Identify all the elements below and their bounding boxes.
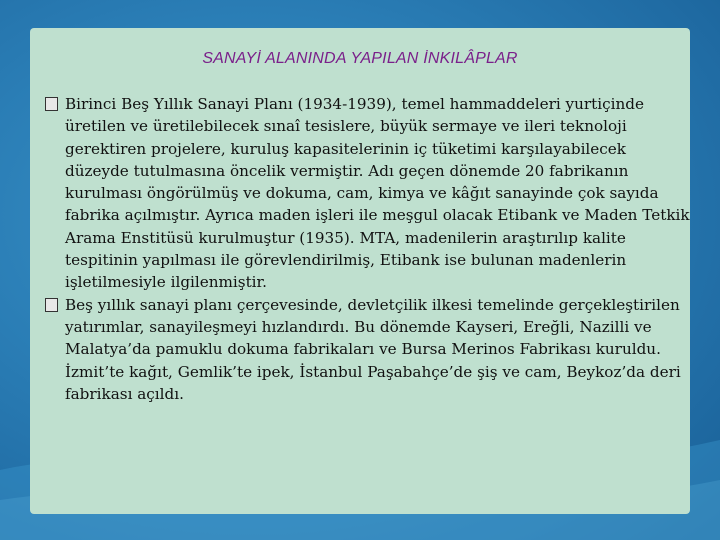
bullet-item-1 <box>45 93 690 294</box>
bullet-text-2: Beş yıllık sanayi planı çerçevesinde, devletçilik ilkesi temelinde gerçekleştirilen yatırımlar, sanayileşmeyi hızlandırdı. Bu dönemde Kayseri, Ereğli, Nazilli ve Malatya’da pamuklu dokuma fabrikaları ve Bursa Merinos Fabrikası kuruldu. İzmit’te kağıt, Gemlik’te ipek, İstanbul Paşabahçe’de şiş ve cam, Beykoz’da deri fabrikası açıldı. <box>65 295 681 403</box>
missing-glyph-bullet-icon <box>45 298 58 312</box>
bullet-list <box>45 93 690 405</box>
slide-title: SANAYİ ALANINDA YAPILAN İNKILÂPLAR <box>202 50 518 67</box>
bullet-text-1: Birinci Beş Yıllık Sanayi Planı (1934-1939), temel hammaddeleri yurtiçinde üretilen ve üretilebilecek sınaî tesislere, büyük sermaye ve ileri teknoloji gerektiren projelere, kuruluş kapasitelerinin iç tüketimi karşılayabilecek düzeyde tutulmasına öncelik vermiştir. Adı geçen dönemde 20 fabrikanın kurulması öngörülmüş ve dokuma, cam, kimya ve kâğıt sanayinde çok sayıda fabrika açılmıştır. Ayrıca maden işleri ile meşgul olacak Etibank ve Maden Tetkik Arama Enstitüsü kurulmuştur (1935). MTA, madenilerin araştırılıp kalite tespitinin yapılması ile görevlendirilmiş, Etibank ise bulunan madenlerin işletilmesiyle ilgilenmiştir. <box>65 95 690 292</box>
missing-glyph-bullet-icon <box>45 97 58 111</box>
bullet-item-2 <box>45 294 690 405</box>
